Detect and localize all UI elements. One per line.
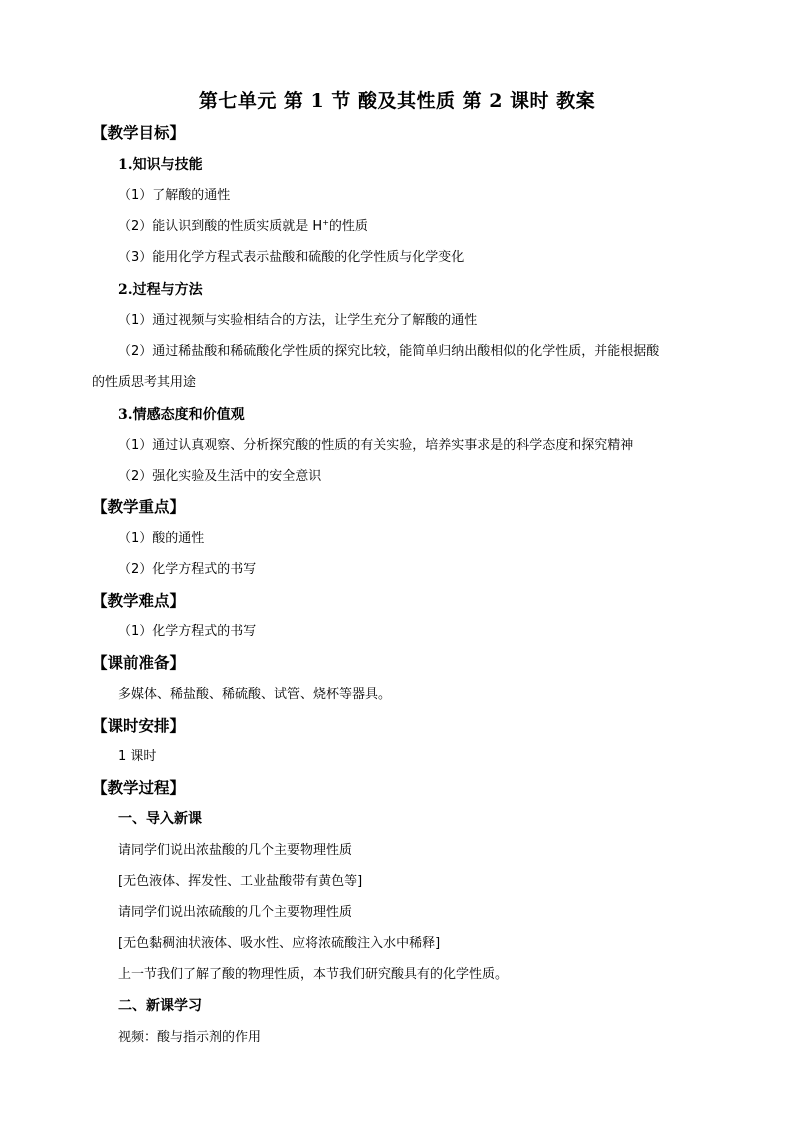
knowledge-item-2-text: （2）能认识到酸的性质实质就是 H	[118, 219, 323, 234]
process-item-1: （1）通过视频与实验相结合的方法，让学生充分了解酸的通性	[118, 313, 478, 328]
emotion-item-1: （1）通过认真观察、分析探究酸的性质的有关实验，培养实事求是的科学态度和探究精神	[118, 438, 634, 453]
section-heading-schedule: 【课时安排】	[92, 716, 186, 735]
h-ion-superscript: +	[322, 218, 329, 227]
schedule-text: 1 课时	[118, 749, 157, 764]
subheading-intro: 一、导入新课	[118, 811, 202, 827]
intro-line-1: 请同学们说出浓盐酸的几个主要物理性质	[118, 843, 353, 858]
new-lesson-line-1: 视频：酸与指示剂的作用	[118, 1030, 262, 1045]
section-heading-procedure: 【教学过程】	[92, 778, 186, 797]
subheading-emotion: 3.情感态度和价值观	[118, 407, 245, 423]
difficulty-item-1: （1）化学方程式的书写	[118, 624, 257, 639]
section-heading-difficulties: 【教学难点】	[92, 591, 186, 610]
key-point-item-1: （1）酸的通性	[118, 531, 205, 546]
subheading-process: 2.过程与方法	[118, 282, 203, 298]
knowledge-item-1: （1）了解酸的通性	[118, 188, 231, 203]
emotion-item-2: （2）强化实验及生活中的安全意识	[118, 469, 322, 484]
knowledge-item-2	[118, 218, 368, 236]
process-item-2-continued: 的性质思考其用途	[92, 375, 197, 390]
key-point-item-2: （2）化学方程式的书写	[118, 562, 257, 577]
knowledge-item-2-suffix: 的性质	[328, 219, 368, 234]
intro-line-5: 上一节我们了解了酸的物理性质，本节我们研究酸具有的化学性质。	[118, 967, 509, 982]
subheading-knowledge: 1.知识与技能	[118, 157, 203, 173]
subheading-new-lesson: 二、新课学习	[118, 998, 202, 1014]
document-title: 第七单元 第 1 节 酸及其性质 第 2 课时 教案	[198, 90, 596, 112]
intro-line-4: [无色黏稠油状液体、吸水性、应将浓硫酸注入水中稀释]	[118, 936, 441, 951]
knowledge-item-3: （3）能用化学方程式表示盐酸和硫酸的化学性质与化学变化	[118, 250, 465, 265]
intro-line-2: [无色液体、挥发性、工业盐酸带有黄色等]	[118, 874, 363, 889]
process-item-2: （2）通过稀盐酸和稀硫酸化学性质的探究比较，能简单归纳出酸相似的化学性质，并能根据酸	[118, 344, 660, 359]
section-heading-goals: 【教学目标】	[92, 123, 186, 142]
section-heading-preparation: 【课前准备】	[92, 653, 186, 672]
intro-line-3: 请同学们说出浓硫酸的几个主要物理性质	[118, 905, 353, 920]
preparation-text: 多媒体、稀盐酸、稀硫酸、试管、烧杯等器具。	[118, 687, 392, 702]
section-heading-key-points: 【教学重点】	[92, 497, 186, 516]
